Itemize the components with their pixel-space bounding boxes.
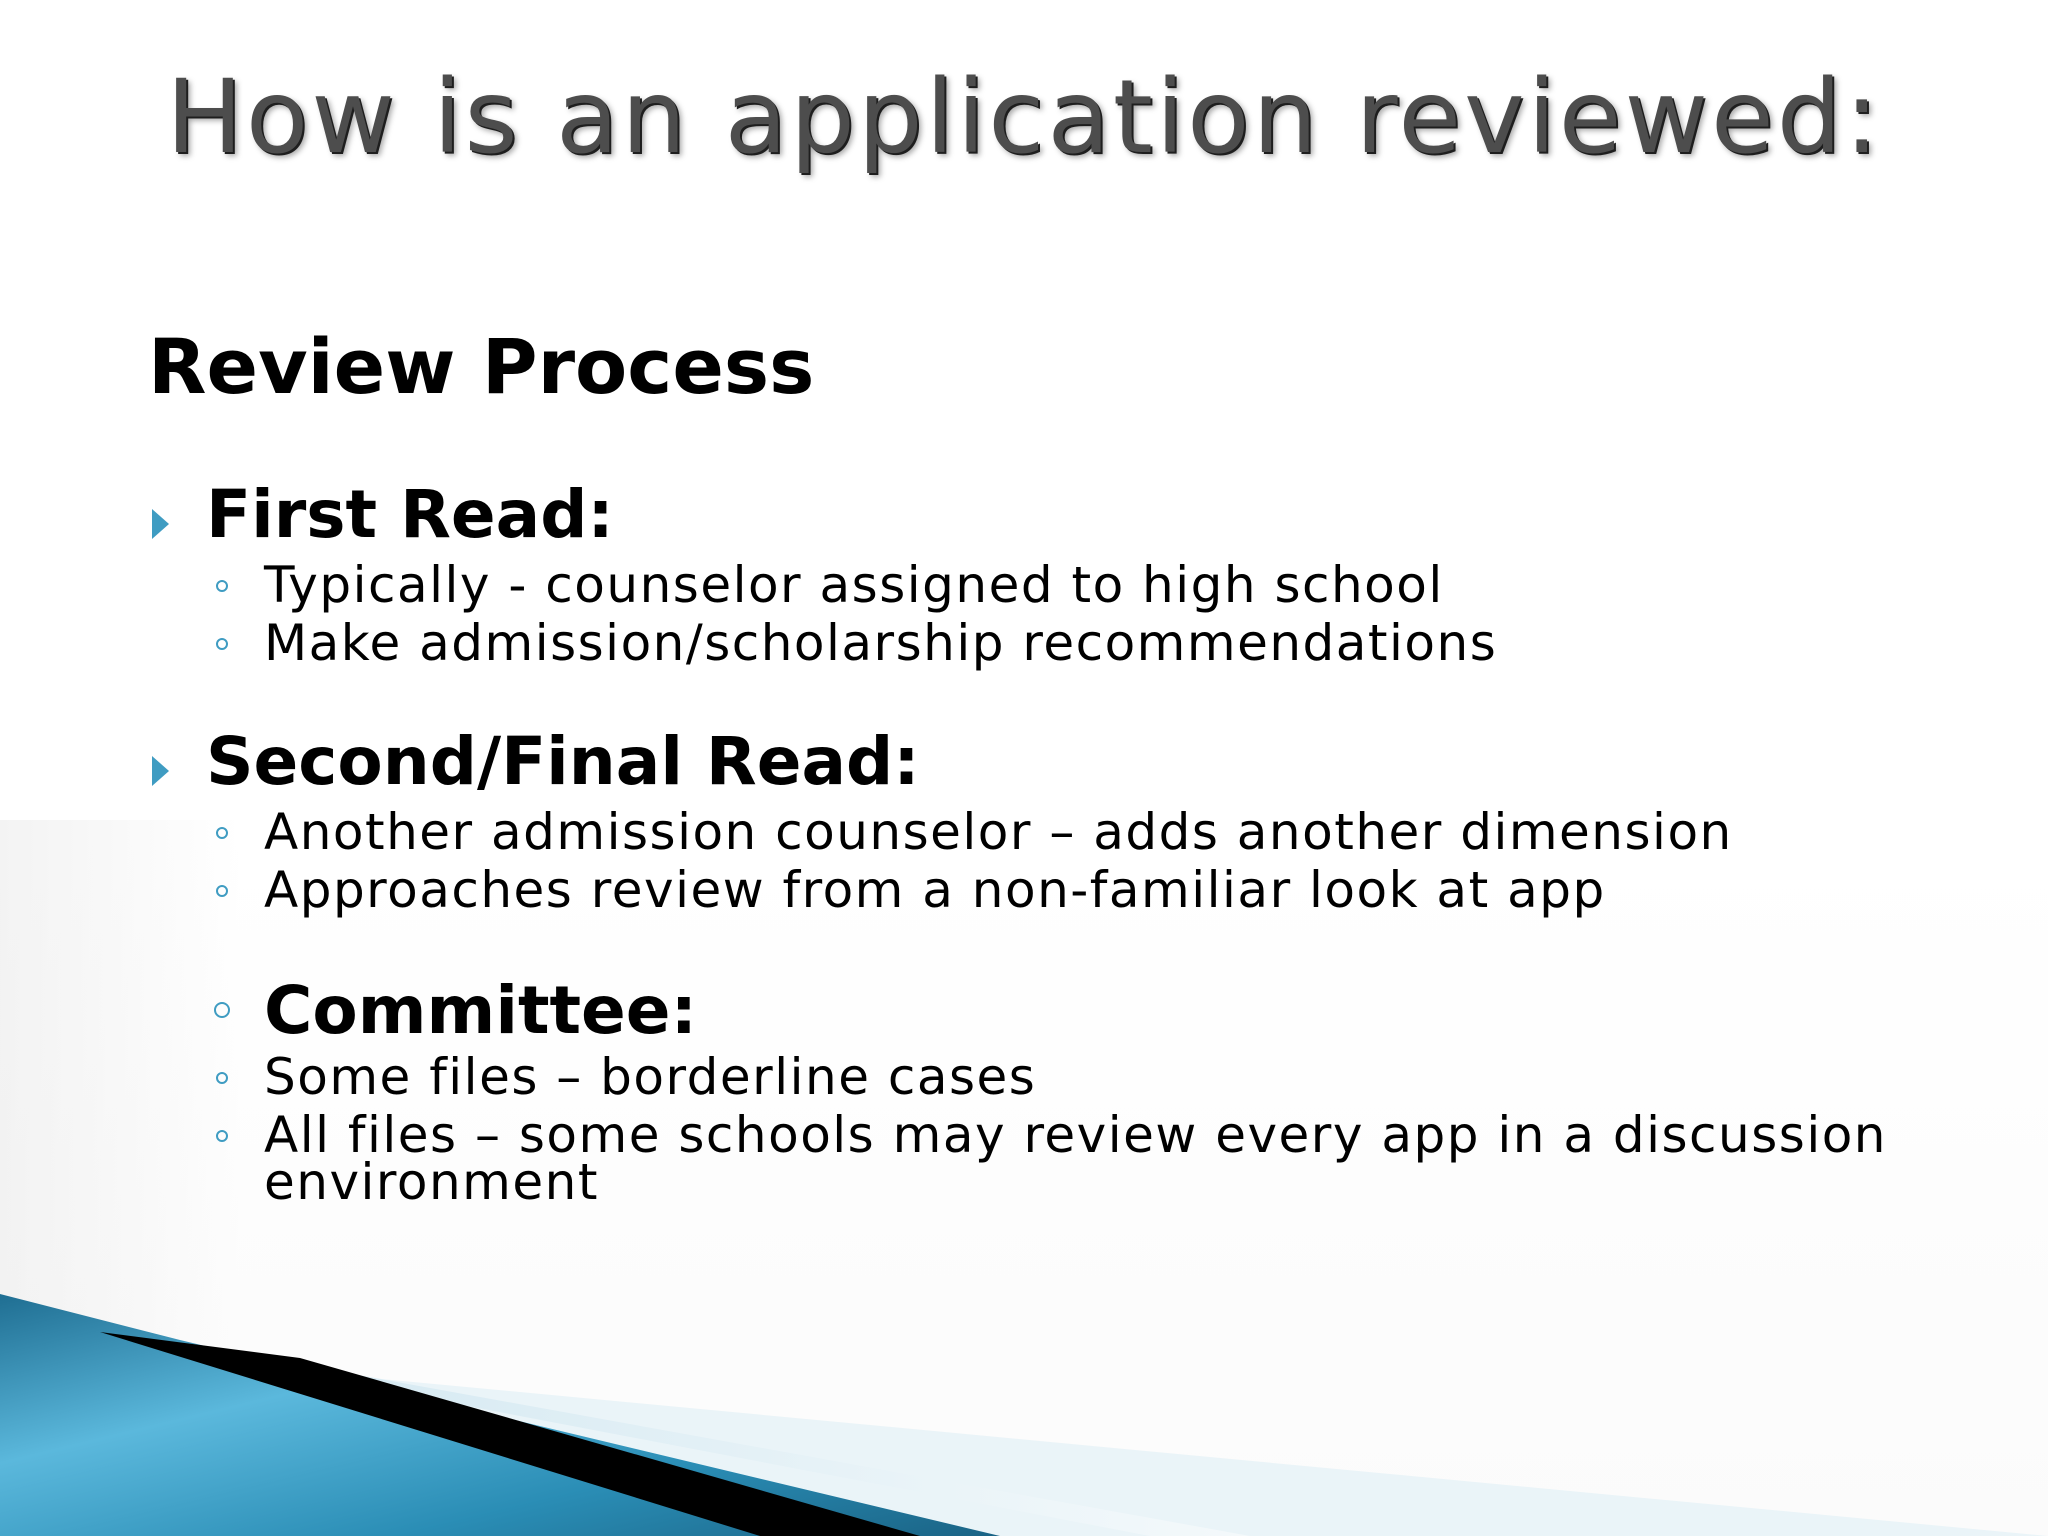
hollow-circle-icon [216, 1130, 228, 1142]
committee-item: All files – some schools may review every app in a discussion [264, 1106, 1887, 1164]
hollow-circle-icon [216, 638, 228, 650]
hollow-circle-icon [216, 885, 228, 897]
first-read-heading: First Read: [206, 476, 614, 553]
second-read-item: Approaches review from a non-familiar look at app [264, 861, 1606, 919]
triangle-right-icon [152, 756, 169, 786]
section-heading: Review Process [148, 322, 815, 411]
hollow-circle-icon [216, 827, 228, 839]
second-read-heading: Second/Final Read: [206, 723, 920, 800]
triangle-right-icon [152, 509, 169, 539]
hollow-circle-icon [216, 1072, 228, 1084]
decorative-swoosh [0, 1280, 2048, 1536]
second-read-item: Another admission counselor – adds another dimension [264, 803, 1733, 861]
hollow-circle-icon [216, 580, 228, 592]
committee-item: Some files – borderline cases [264, 1048, 1037, 1106]
first-read-item: Make admission/scholarship recommendations [264, 614, 1498, 672]
committee-item-continuation: environment [264, 1153, 599, 1211]
hollow-circle-icon [214, 1002, 230, 1018]
slide-title: How is an application reviewed: [166, 58, 1882, 177]
first-read-item: Typically - counselor assigned to high school [264, 556, 1444, 614]
committee-heading: Committee: [264, 972, 697, 1049]
